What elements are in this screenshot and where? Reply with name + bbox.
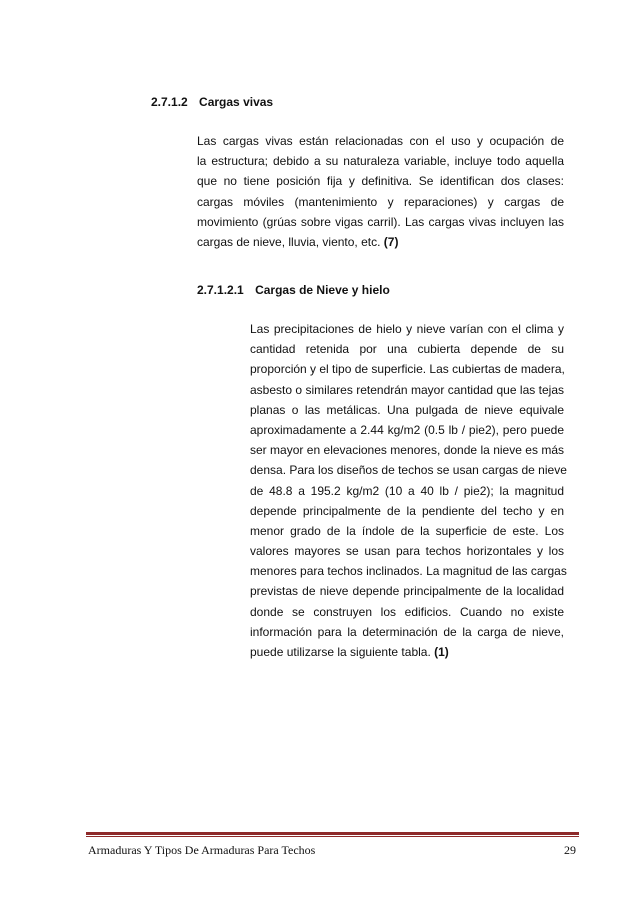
paragraph-line: menores para techos inclinados. La magnitud de las cargas [250,564,567,579]
paragraph-line: depende principalmente de la pendiente del techo y en [250,503,564,518]
paragraph-line: previstas de nieve depende principalmente de la localidad [250,584,564,599]
section-title: Cargas de Nieve y hielo [255,283,390,297]
paragraph-line: menor grado de la índole de la superficie de este. Los [250,523,564,538]
paragraph-text: puede utilizarse la siguiente tabla. [250,645,435,659]
paragraph-line-last [250,642,564,662]
paragraph-line: cantidad retenida por una cubierta depende de su [250,342,564,357]
paragraph-line: proporción y el tipo de superficie. Las cubiertas de madera, [250,362,565,377]
paragraph-line: Las precipitaciones de hielo y nieve varían con el clima y [250,322,564,336]
footer-rule-thin [86,836,579,837]
section-number: 2.7.1.2.1 [197,283,244,297]
paragraph-line-last [197,232,564,252]
paragraph-cargas-nieve [250,319,567,662]
paragraph-line: densa. Para los diseños de techos se usan cargas de nieve [250,463,567,478]
footer-rule [86,832,579,835]
citation: (7) [383,234,399,249]
paragraph-line: asbesto o similares retendrán mayor cantidad que las tejas [250,382,564,397]
paragraph-line: cargas móviles (mantenimiento y reparaciones) y cargas de [197,194,564,209]
page-number: 29 [564,843,576,857]
paragraph-line: valores mayores se usan para techos horizontales y los [250,544,564,559]
paragraph-line: aproximadamente a 2.44 kg/m2 (0.5 lb / pie2), pero puede [250,422,564,437]
paragraph-line: movimiento (grúas sobre vigas carril). Las cargas vivas incluyen las [197,214,564,229]
paragraph-line: información para la determinación de la carga de nieve, [250,624,564,639]
paragraph-line: planas o las metálicas. Una pulgada de nieve equivale [250,402,564,417]
section-number: 2.7.1.2 [151,95,188,109]
footer-title: Armaduras Y Tipos De Armaduras Para Techos [88,843,316,857]
section-heading-cargas-nieve-hielo [197,283,390,297]
paragraph-cargas-vivas [197,131,564,252]
paragraph-line: donde se construyen los edificios. Cuando no existe [250,604,564,619]
paragraph-text: cargas de nieve, lluvia, viento, etc. [197,234,384,249]
paragraph-line: ser mayor en elevaciones menores, donde la nieve es más [250,443,564,458]
paragraph-line: de 48.8 a 195.2 kg/m2 (10 a 40 lb / pie2); la magnitud [250,483,564,498]
section-title: Cargas vivas [199,95,274,109]
citation: (1) [434,645,449,659]
paragraph-line: la estructura; debido a su naturaleza variable, incluye todo aquella [197,154,564,169]
paragraph-line: Las cargas vivas están relacionadas con el uso y ocupación de [197,134,564,148]
section-heading-cargas-vivas [151,95,273,109]
paragraph-line: que no tiene posición fija y definitiva. Se identifican dos clases: [197,174,564,189]
